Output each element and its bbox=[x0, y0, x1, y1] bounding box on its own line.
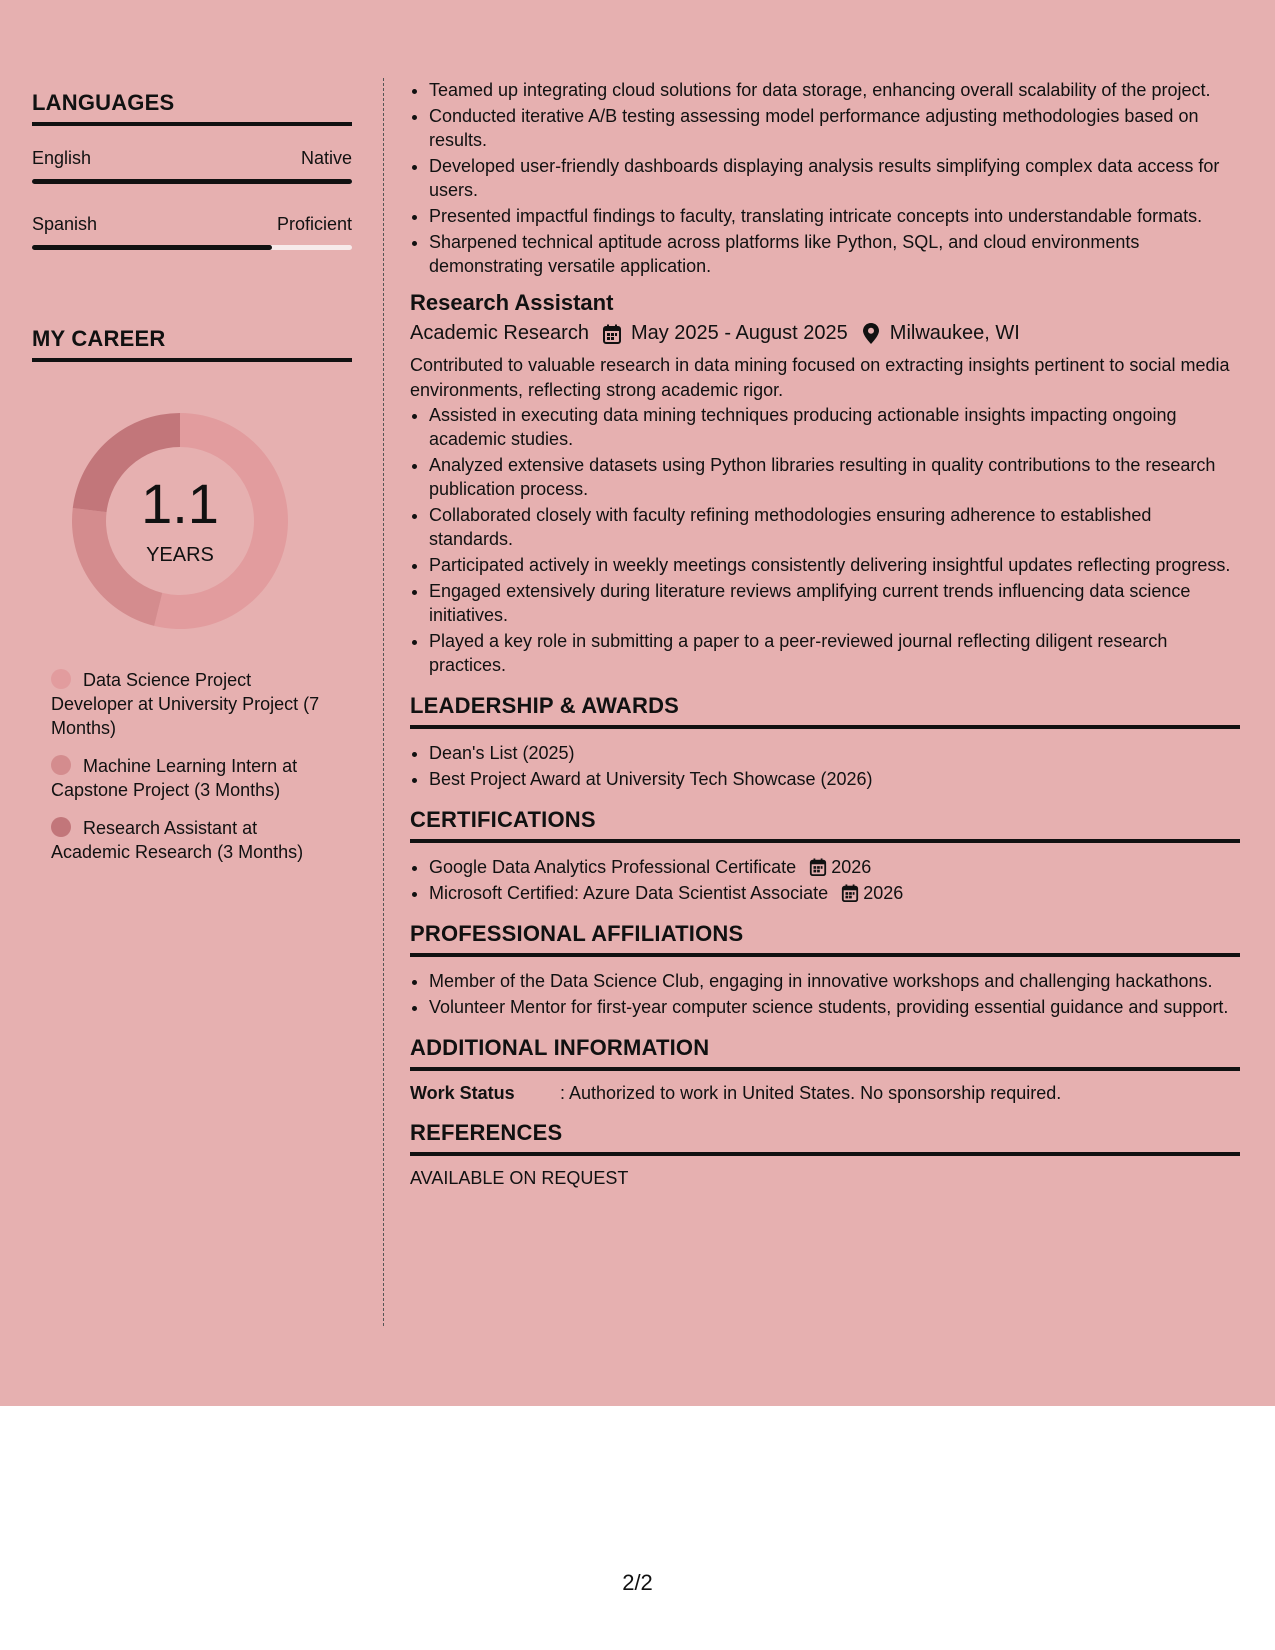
job-location: Milwaukee, WI bbox=[889, 322, 1020, 344]
award-item: • Best Project Award at University Tech Showcase (2026) bbox=[429, 767, 1240, 791]
bullet-item: • Teamed up integrating cloud solutions for data storage, enhancing overall scalability of the project. bbox=[429, 78, 1240, 102]
language-level-bar bbox=[32, 179, 352, 184]
career-years-label: YEARS bbox=[146, 544, 214, 566]
language-level-fill bbox=[32, 245, 272, 250]
work-status-row bbox=[410, 1083, 1240, 1104]
bullet-item: • Developed user-friendly dashboards displaying analysis results simplifying complex data access for users. bbox=[429, 154, 1240, 202]
job-organization: Academic Research bbox=[410, 322, 589, 344]
language-level-bar bbox=[32, 245, 352, 250]
legend-dot bbox=[51, 669, 71, 689]
references-text: AVAILABLE ON REQUEST bbox=[410, 1168, 629, 1188]
calendar-icon bbox=[601, 323, 623, 345]
job-title: Research Assistant bbox=[410, 290, 614, 315]
career-heading: MY CAREER bbox=[32, 326, 352, 362]
page-number: 2/2 bbox=[622, 1570, 653, 1595]
leadership-section bbox=[410, 693, 1240, 791]
calendar-icon bbox=[809, 858, 827, 876]
column-divider bbox=[383, 78, 384, 1326]
bullet-item: • Collaborated closely with faculty refining methodologies ensuring adherence to established standards. bbox=[429, 503, 1240, 551]
career-legend-item bbox=[51, 754, 331, 802]
language-level: Native bbox=[300, 148, 352, 168]
affiliations-section bbox=[410, 921, 1240, 1019]
bullet-item: • Played a key role in submitting a paper to a peer-reviewed journal reflecting diligent research practices. bbox=[429, 629, 1240, 677]
location-pin-icon bbox=[860, 323, 882, 345]
career-total-years: 1.1 bbox=[141, 472, 219, 535]
bullet-item: • Sharpened technical aptitude across platforms like Python, SQL, and cloud environments demonstrating versatile application. bbox=[429, 230, 1240, 278]
calendar-icon bbox=[841, 884, 859, 902]
left-column bbox=[32, 90, 352, 878]
certifications-section bbox=[410, 807, 1240, 905]
job-summary: Contributed to valuable research in data mining focused on extracting insights pertinent to social media environments, reflecting strong academic rigor. bbox=[410, 355, 1230, 400]
additional-info-heading: ADDITIONAL INFORMATION bbox=[410, 1035, 1240, 1071]
certification-year: 2026 bbox=[863, 883, 904, 903]
right-column bbox=[410, 78, 1240, 1189]
language-item bbox=[32, 148, 352, 184]
job-meta bbox=[410, 322, 1240, 345]
language-level: Proficient bbox=[276, 214, 352, 234]
career-donut-chart bbox=[65, 406, 295, 636]
career-legend-item bbox=[51, 816, 331, 864]
legend-label: Research Assistant at Academic Research (3 Months) bbox=[51, 818, 304, 862]
legend-dot bbox=[51, 817, 71, 837]
languages-heading: LANGUAGES bbox=[32, 90, 352, 126]
previous-job-bullets bbox=[410, 78, 1240, 278]
bullet-item: • Presented impactful findings to faculty, translating intricate concepts into understandable formats. bbox=[429, 204, 1240, 228]
language-item bbox=[32, 214, 352, 250]
language-name: English bbox=[32, 148, 92, 168]
certification-year: 2026 bbox=[831, 857, 872, 877]
bullet-item: • Participated actively in weekly meetings consistently delivering insightful updates reflecting progress. bbox=[429, 553, 1240, 577]
affiliations-heading: PROFESSIONAL AFFILIATIONS bbox=[410, 921, 1240, 957]
work-status-value: : Authorized to work in United States. No sponsorship required. bbox=[560, 1083, 1062, 1103]
award-item: • Dean's List (2025) bbox=[429, 741, 1240, 765]
affiliation-item: • Member of the Data Science Club, engaging in innovative workshops and challenging hackathons. bbox=[429, 969, 1240, 993]
certifications-heading: CERTIFICATIONS bbox=[410, 807, 1240, 843]
certification-item bbox=[429, 881, 1240, 905]
career-legend-item bbox=[51, 668, 331, 740]
job-bullets bbox=[410, 403, 1240, 677]
certification-item bbox=[429, 855, 1240, 879]
language-name: Spanish bbox=[32, 214, 98, 234]
affiliation-item: • Volunteer Mentor for first-year computer science students, providing essential guidance and support. bbox=[429, 995, 1240, 1019]
bullet-item: • Assisted in executing data mining techniques producing actionable insights impacting ongoing academic studies. bbox=[429, 403, 1240, 451]
bullet-item: • Engaged extensively during literature reviews amplifying current trends influencing data science initiatives. bbox=[429, 579, 1240, 627]
references-heading: REFERENCES bbox=[410, 1120, 1240, 1156]
legend-dot bbox=[51, 755, 71, 775]
bullet-item: • Analyzed extensive datasets using Python libraries resulting in quality contributions to the research publication process. bbox=[429, 453, 1240, 501]
certification-name: Microsoft Certified: Azure Data Scientist Associate bbox=[429, 883, 829, 903]
legend-label: Machine Learning Intern at Capstone Project (3 Months) bbox=[51, 756, 298, 800]
career-legend bbox=[32, 668, 352, 864]
bullet-item: • Conducted iterative A/B testing assessing model performance adjusting methodologies based on results. bbox=[429, 104, 1240, 152]
leadership-heading: LEADERSHIP & AWARDS bbox=[410, 693, 1240, 729]
additional-info-section bbox=[410, 1035, 1240, 1104]
references-section bbox=[410, 1120, 1240, 1189]
language-level-fill bbox=[32, 179, 352, 184]
certification-name: Google Data Analytics Professional Certificate bbox=[429, 857, 797, 877]
work-status-label: Work Status bbox=[410, 1083, 515, 1103]
legend-label: Data Science Project Developer at University Project (7 Months) bbox=[51, 670, 320, 738]
job-dates: May 2025 - August 2025 bbox=[630, 322, 848, 344]
